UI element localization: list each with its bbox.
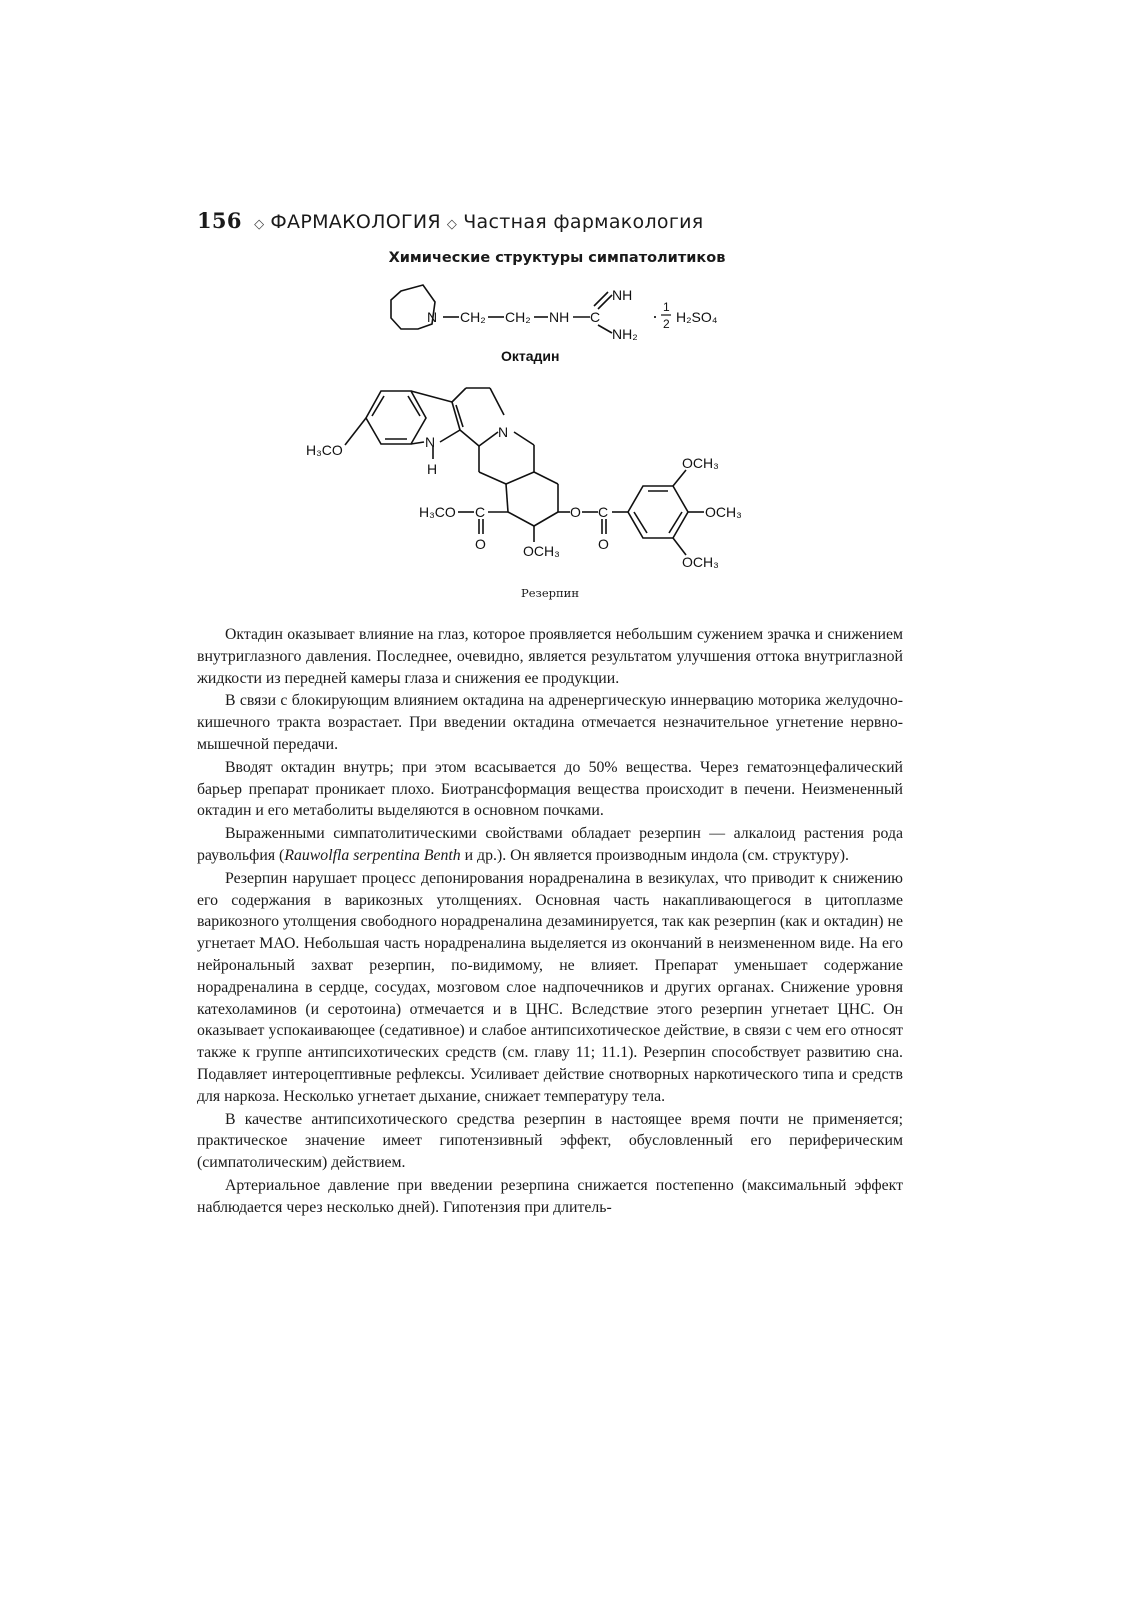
- octadine-name: Октадин: [501, 348, 560, 364]
- octadine-n-label: N: [427, 309, 438, 325]
- diamond-outline-icon: ◇: [254, 217, 265, 232]
- octadine-amine-label: NH₂: [612, 326, 638, 342]
- reserpine-methoxy-indole-label: H₃CO: [306, 442, 343, 458]
- paragraph: Резерпин нарушает процесс депонирования норадреналина в везикулах, что приводит к снижению его содержания в варикозных утолщениях. Основная часть накапливающегося в цитоплазме варикозного утолщения свободного норадреналина дезаминируется, так как резерпин (как и октадин) не угнетает МАО. Небольшая часть норадреналина выделяется из окончаний в неизмененном виде. На его нейрональный захват резерпин, по-видимому, не влияет. Препарат уменьшает содержание норадреналина в сердце, сосудах, мозговом слое надпочечников и других органах. Снижение уровня катехоламинов (и серотоина) отмечается и в ЦНС. Вследствие этого резерпин угнетает ЦНС. Он оказывает успокаивающее (седативное) и слабое антипсихотическое действие, в связи с чем его относят также к группе антипсихотических средств (см. главу 11; 11.1). Резерпин способствует развитию сна. Подавляет интероцептивные рефлексы. Усиливает действие снотворных наркотического типа и средств для наркоза. Несколько угнетает дыхание, снижает температуру тела.: [197, 869, 903, 1105]
- octadine-imine-label: NH: [612, 287, 633, 303]
- reserpine-indole-h-label: H: [427, 461, 438, 477]
- paragraph: В качестве антипсихотического средства резерпин в настоящее время почти не применяется; практическое значение имеет гипотензивный эффект, обусловленный его периферическим (симпатолическим) действием.: [197, 1110, 903, 1172]
- benzene-ring-a: [366, 391, 426, 444]
- reserpine-ester-o-label: O: [475, 536, 486, 552]
- paragraph: В связи с блокирующим влиянием октадина на адренергическую иннервацию моторика желудочно-кишечного тракта возрастает. При введении октадина отмечается незначительное угнетение нервно-мышечной передачи.: [197, 692, 903, 753]
- reserpine-ester-c-label: C: [475, 504, 486, 520]
- header-subsection: Частная фармакология: [463, 211, 704, 233]
- chemical-structures-figure: [0, 0, 1132, 600]
- octadine-salt-numerator: 1: [663, 300, 670, 314]
- page-number: 156: [197, 208, 242, 233]
- reserpine-och3-bot-label: OCH₃: [682, 554, 719, 570]
- diamond-outline-icon: ◇: [446, 217, 458, 232]
- paragraph: Вводят октадин внутрь; при этом всасывается до 50% вещества. Через гематоэнцефалический барьер препарат проникает плохо. Биотрансформация вещества происходит в печени. Неизмененный октадин и его метаболиты выделяются в основном почками.: [197, 758, 903, 820]
- octadine-salt-denominator: 2: [663, 317, 670, 331]
- reserpine-ring-methoxy-label: OCH₃: [523, 543, 560, 559]
- octadine-ch2-a-label: CH₂: [460, 309, 486, 325]
- benzene-ring-trimethoxy: [628, 486, 688, 538]
- paragraph: Выраженными симпатолитическими свойствами обладает резерпин — алкалоид растения рода раувольфия (Rauwolfla serpentina Benth и др.). Он является производным индола (см. структуру).: [197, 825, 903, 864]
- octadine-c-label: C: [590, 309, 601, 325]
- reserpine-indole-n-label: N: [425, 434, 436, 450]
- octadine-ch2-b-label: CH₂: [505, 309, 531, 325]
- paragraph: Октадин оказывает влияние на глаз, которое проявляется небольшим сужением зрачка и снижением внутриглазного давления. Последнее, очевидно, является результатом улучшения оттока внутриглазной жидкости из передней камеры глаза и снижения ее продукции.: [197, 626, 903, 687]
- reserpine-och3-top-label: OCH₃: [682, 455, 719, 471]
- latin-species-name: Rauwolfla serpentina Benth: [284, 846, 461, 864]
- header-section: ФАРМАКОЛОГИЯ: [270, 211, 441, 233]
- octadine-salt-label: H₂SO₄: [676, 309, 718, 325]
- reserpine-benzoyl-c-label: C: [598, 504, 609, 520]
- octadine-nh-label: NH: [549, 309, 570, 325]
- reserpine-benzoyl-o-label: O: [598, 536, 609, 552]
- octadine-dot-label: ·: [652, 306, 658, 326]
- paragraph: Артериальное давление при введении резерпина снижается постепенно (максимальный эффект наблюдается через несколько дней). Гипотензия при длитель-: [197, 1176, 903, 1216]
- body-text: [197, 624, 903, 1220]
- figure-title: Химические структуры симпатолитиков: [388, 250, 726, 266]
- reserpine-och3-mid-label: OCH₃: [705, 504, 742, 520]
- reserpine-quinolizidine-n-label: N: [498, 424, 509, 440]
- reserpine-caption: Резерпин: [521, 586, 579, 600]
- reserpine-ester-link-o-label: O: [570, 504, 581, 520]
- reserpine-ester-methyl-label: H₃CO: [419, 504, 456, 520]
